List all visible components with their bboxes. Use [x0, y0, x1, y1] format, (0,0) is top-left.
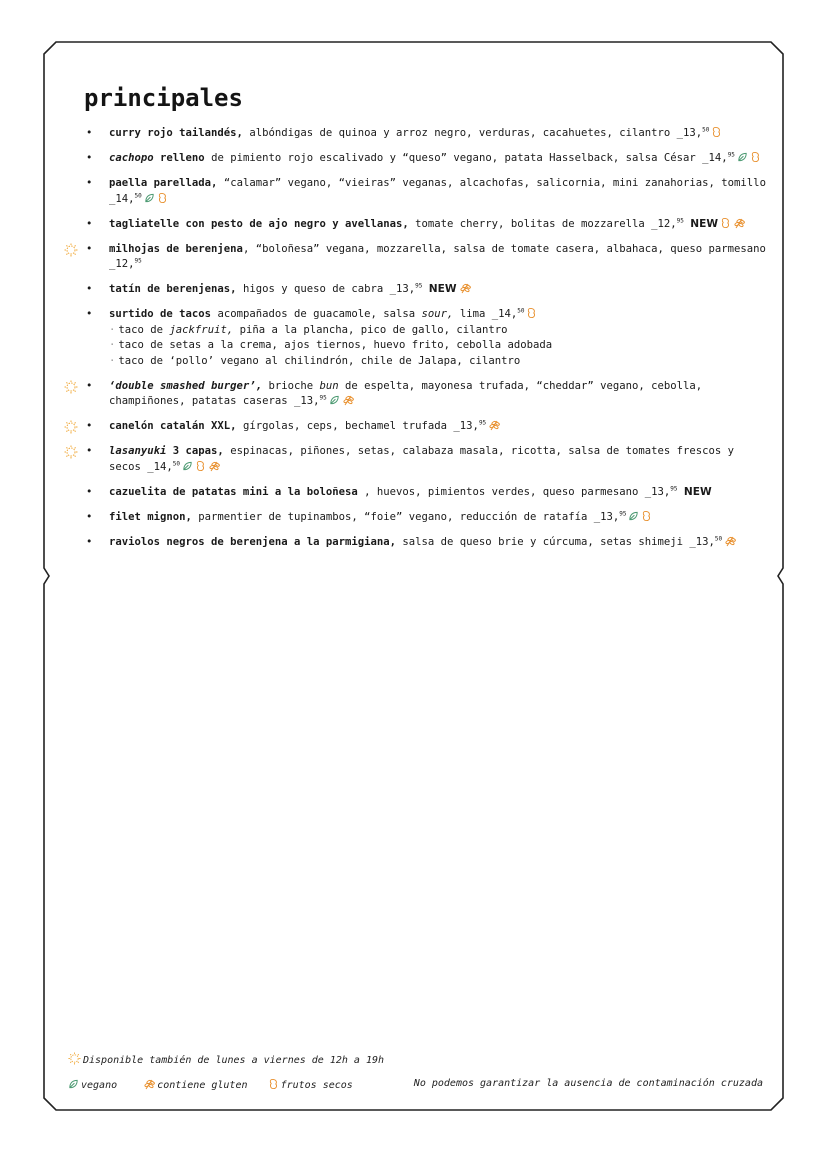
leaf-icon [144, 192, 155, 204]
bullet: • [86, 379, 93, 392]
price-cents: 95 [134, 257, 142, 265]
sun-icon [68, 1052, 81, 1065]
price-cents: 95 [676, 216, 684, 224]
price-cents: 50 [702, 126, 710, 134]
peanut-icon [720, 217, 731, 229]
wheat-icon [208, 460, 220, 472]
price-cents: 95 [415, 282, 423, 290]
wheat-icon [342, 394, 354, 406]
dish-raviolos [86, 535, 766, 551]
peanut-icon [526, 307, 537, 319]
dish-description: parmentier de tupinambos, “foie” vegano, reducción de ratafía _13, [191, 510, 620, 523]
leaf-icon [68, 1078, 79, 1090]
dish-description: acompañados de guacamole, salsa [211, 308, 422, 320]
price-cents: 95 [670, 484, 678, 492]
dish-tagliatelle [86, 217, 766, 233]
leaf-icon [628, 510, 639, 522]
sun-icon [64, 445, 78, 459]
peanut-icon [195, 460, 206, 472]
dish-description: espinacas, piñones, setas, calabaza masala, ricotta, salsa de tomates frescos y secos _14, [109, 445, 735, 473]
dish-milhojas [86, 242, 766, 273]
dish-description: higos y queso de cabra _13, [236, 283, 416, 295]
dish-canelon [86, 419, 766, 435]
dish-name: curry rojo tailandés, [109, 127, 243, 139]
dish-description-italic: sour, [421, 308, 454, 320]
dish-description: brioche [262, 379, 320, 392]
dish-description: salsa de queso brie y cúrcuma, setas shimeji _13, [396, 535, 715, 548]
bullet: • [86, 152, 93, 164]
legend-vegan: vegano [81, 1080, 118, 1091]
dish-paella [86, 176, 766, 207]
dish-name: paella parellada, [109, 177, 218, 189]
wheat-icon [488, 419, 500, 431]
dish-name: filet mignon, [109, 510, 192, 523]
price-cents: 95 [619, 509, 627, 517]
leaf-icon [182, 460, 193, 472]
section-title: principales [84, 84, 243, 112]
price-cents: 50 [517, 307, 525, 315]
bullet: • [86, 420, 93, 432]
dish-name-italic: ‘double smashed burger’, [109, 379, 263, 392]
sun-icon [64, 420, 78, 434]
dish-name: surtido de tacos [109, 308, 212, 320]
price-cents: 95 [727, 151, 735, 159]
bullet: • [86, 177, 93, 189]
bullet: • [86, 445, 93, 457]
taco-sub-item: · taco de ‘pollo’ vegano al chilindrón, chile de Jalapa, cilantro [109, 354, 521, 367]
bullet: • [86, 242, 93, 255]
peanut-icon [711, 126, 722, 138]
dish-name-italic: lasanyuki [109, 445, 167, 457]
dish-curry [86, 126, 766, 142]
new-badge: NEW [690, 217, 719, 230]
dish-description: de pimiento rojo escalivado y “queso” vegano, patata Hasselback, salsa César _14, [204, 152, 728, 164]
dish-name-italic: cachopo [109, 152, 154, 164]
price-cents: 50 [172, 459, 181, 467]
taco-sub-item: · taco de setas a la crema, ajos tiernos, huevo frito, cebolla adobada [109, 339, 553, 351]
dish-list [86, 126, 766, 560]
legend-gluten: contiene gluten [157, 1080, 248, 1091]
peanut-icon [641, 510, 652, 522]
dish-name: relleno [153, 152, 205, 164]
dish-name: cazuelita de patatas mini a la boloñesa [109, 485, 358, 498]
cross-contamination-disclaimer: No podemos garantizar la ausencia de contaminación cruzada [413, 1078, 763, 1089]
dish-description-italic: bun [319, 379, 339, 392]
dish-name: raviolos negros de berenjena a la parmigiana, [109, 535, 397, 548]
legend-nuts: frutos secos [280, 1080, 353, 1091]
price-cents: 50 [134, 191, 142, 199]
price-cents: 50 [714, 534, 723, 542]
bullet: • [86, 535, 93, 548]
wheat-icon [459, 282, 471, 294]
dish-description: , “boloñesa” vegana, mozzarella, salsa de tomate casera, albahaca, queso parmesano _12, [109, 242, 766, 270]
dish-name: tagliatelle con pesto de ajo negro y avellanas, [109, 217, 409, 230]
wheat-icon [733, 217, 745, 229]
dish-name: 3 capas, [166, 445, 224, 457]
dish-name: tatín de berenjenas, [109, 283, 237, 295]
leaf-icon [737, 151, 748, 163]
dish-tatin [86, 282, 766, 298]
bullet: • [86, 217, 93, 230]
price-cents: 95 [319, 394, 327, 402]
dish-description: albóndigas de quinoa y arroz negro, verduras, cacahuetes, cilantro _13, [242, 127, 703, 139]
dish-tacos [86, 307, 766, 369]
dish-description: tomate cherry, bolitas de mozzarella _12, [408, 217, 677, 230]
peanut-icon [750, 151, 761, 163]
dish-description: gírgolas, ceps, bechamel trufada _13, [236, 420, 479, 432]
dish-filet [86, 510, 766, 526]
bullet: • [86, 485, 93, 498]
footer-legend [68, 1078, 763, 1091]
bullet: • [86, 127, 93, 139]
dish-description-end: de espelta, mayonesa trufada, “cheddar” vegano, cebolla, champiñones, patatas caseras _13, [109, 379, 703, 407]
dish-description-end: lima _14, [453, 308, 518, 320]
peanut-icon [157, 192, 168, 204]
footer-available-note: Disponible también de lunes a viernes de 12h a 19h [68, 1052, 384, 1066]
wheat-icon [143, 1078, 155, 1090]
sun-icon [64, 380, 78, 394]
dish-burger [86, 379, 766, 410]
new-badge: NEW [683, 485, 712, 498]
bullet: • [86, 510, 93, 523]
dish-description: “calamar” vegano, “vieiras” veganas, alcachofas, salicornia, mini zanahorias, tomillo _14, [109, 177, 766, 205]
peanut-icon [268, 1078, 279, 1090]
new-badge: NEW [428, 283, 457, 295]
wheat-icon [724, 535, 736, 547]
dish-lasanyuki [86, 444, 766, 475]
sun-icon [64, 243, 78, 257]
bullet: • [86, 308, 93, 320]
dish-name: milhojas de berenjena [109, 242, 243, 255]
dish-name: canelón catalán XXL, [109, 420, 237, 432]
taco-sub-item: · taco de jackfruit, piña a la plancha, pico de gallo, cilantro [109, 323, 508, 336]
dish-description: , huevos, pimientos verdes, queso parmesano _13, [357, 485, 671, 498]
dish-cachopo [86, 151, 766, 167]
dish-cazuelita [86, 485, 766, 501]
bullet: • [86, 283, 93, 295]
leaf-icon [329, 394, 340, 406]
price-cents: 95 [478, 419, 487, 427]
